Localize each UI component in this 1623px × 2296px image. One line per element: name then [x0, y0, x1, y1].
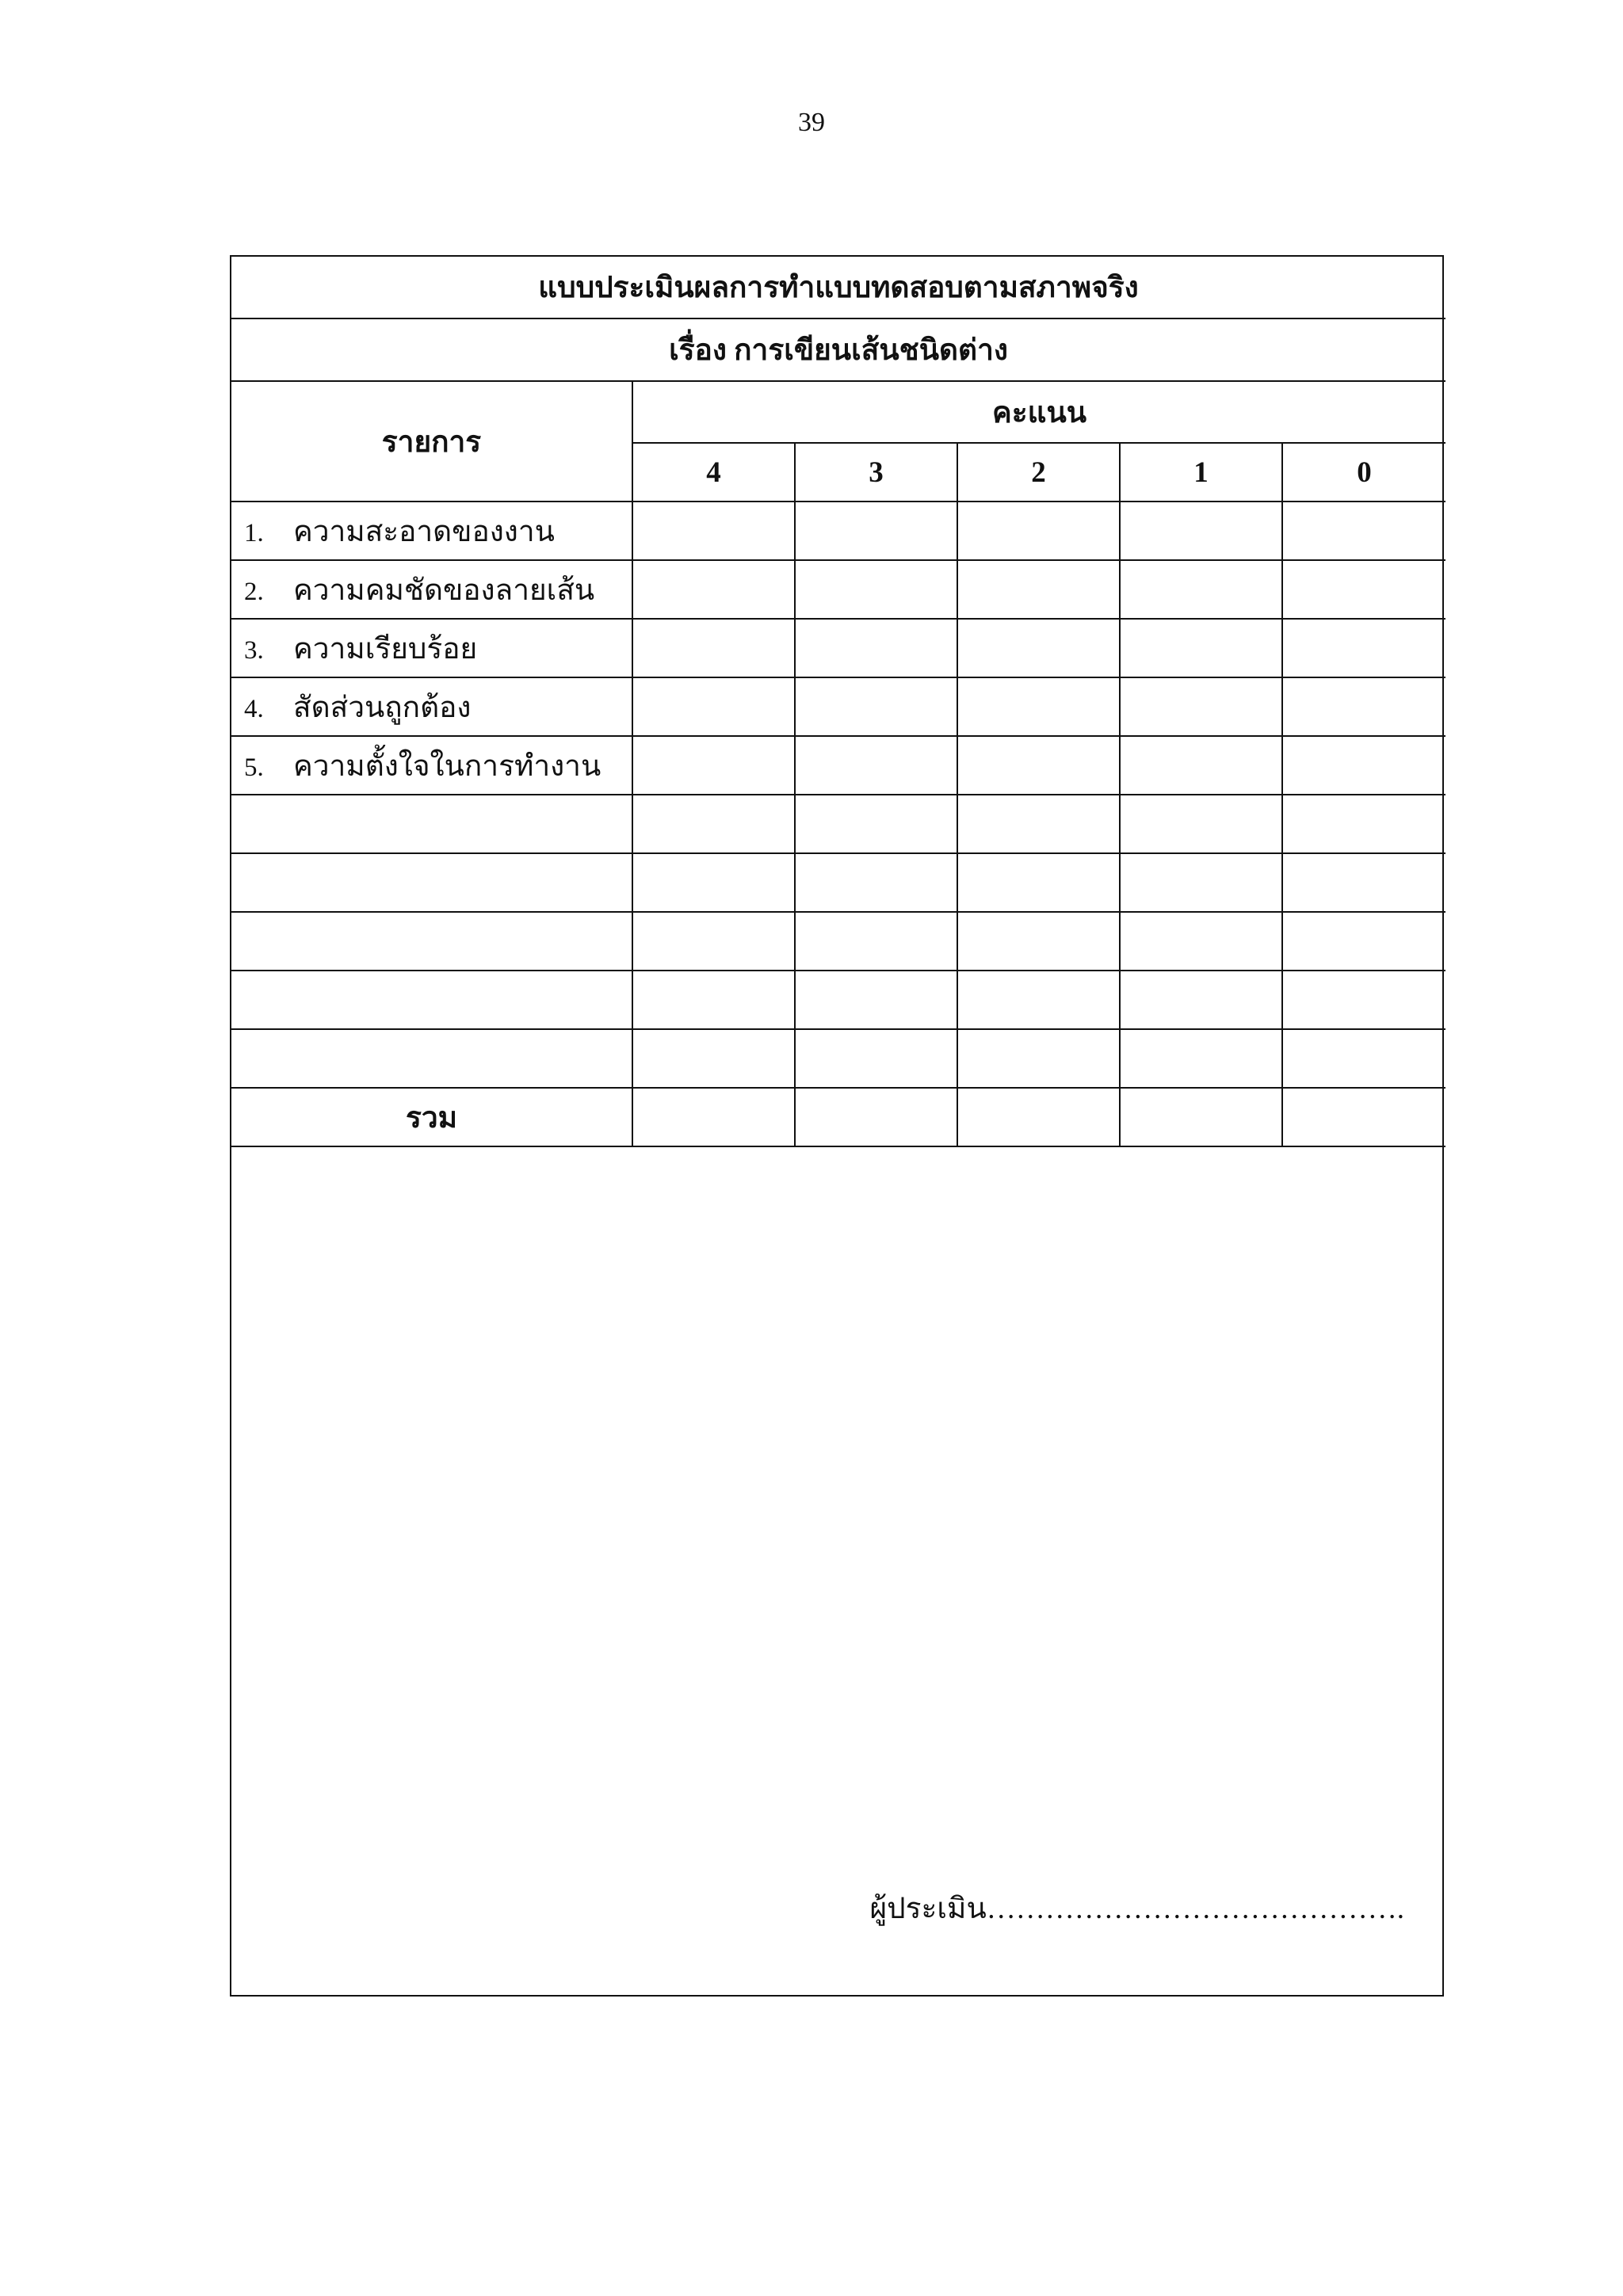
score-cell[interactable]	[1282, 619, 1445, 677]
score-cell[interactable]	[1282, 912, 1445, 971]
item-number: 1.	[244, 518, 264, 547]
header-row	[231, 381, 1445, 443]
score-cell[interactable]	[795, 619, 957, 677]
score-level-3: 3	[795, 443, 957, 502]
empty-row	[231, 795, 1445, 853]
score-cell[interactable]	[957, 560, 1120, 619]
score-level-0: 0	[1282, 443, 1445, 502]
total-score-cell[interactable]	[632, 1088, 795, 1146]
score-cell[interactable]	[795, 912, 957, 971]
item-number: 3.	[244, 635, 264, 665]
criteria-item	[231, 502, 632, 560]
score-cell[interactable]	[795, 502, 957, 560]
score-cell[interactable]	[957, 619, 1120, 677]
score-cell[interactable]	[1282, 502, 1445, 560]
empty-row	[231, 971, 1445, 1029]
table-row	[231, 677, 1445, 736]
score-cell[interactable]	[795, 736, 957, 795]
item-number: 4.	[244, 694, 264, 723]
score-cell[interactable]	[1282, 795, 1445, 853]
criteria-item	[231, 560, 632, 619]
item-number: 2.	[244, 577, 264, 606]
total-score-cell[interactable]	[957, 1088, 1120, 1146]
empty-item-cell[interactable]	[231, 795, 632, 853]
score-cell[interactable]	[1120, 795, 1282, 853]
score-cell[interactable]	[1282, 560, 1445, 619]
item-text: ความสะอาดของงาน	[293, 515, 555, 548]
score-cell[interactable]	[1120, 502, 1282, 560]
item-header: รายการ	[231, 381, 632, 502]
score-cell[interactable]	[1282, 1029, 1445, 1088]
item-text: สัดส่วนถูกต้อง	[293, 691, 472, 724]
score-cell[interactable]	[795, 853, 957, 912]
score-cell[interactable]	[1282, 677, 1445, 736]
total-row	[231, 1088, 1445, 1146]
score-cell[interactable]	[632, 736, 795, 795]
score-cell[interactable]	[632, 1029, 795, 1088]
score-cell[interactable]	[632, 853, 795, 912]
score-cell[interactable]	[1120, 677, 1282, 736]
score-cell[interactable]	[632, 619, 795, 677]
score-cell[interactable]	[957, 1029, 1120, 1088]
score-cell[interactable]	[1120, 560, 1282, 619]
score-cell[interactable]	[632, 502, 795, 560]
score-header: คะแนน	[632, 381, 1445, 443]
score-cell[interactable]	[1282, 736, 1445, 795]
score-cell[interactable]	[957, 853, 1120, 912]
form-subtitle: เรื่อง การเขียนเส้นชนิดต่าง	[231, 318, 1445, 381]
evaluation-form	[230, 255, 1444, 1997]
score-level-2: 2	[957, 443, 1120, 502]
evaluation-table	[231, 257, 1445, 1147]
score-cell[interactable]	[1120, 912, 1282, 971]
score-cell[interactable]	[632, 560, 795, 619]
score-cell[interactable]	[795, 677, 957, 736]
item-text: ความคมชัดของลายเส้น	[293, 574, 595, 607]
total-score-cell[interactable]	[1120, 1088, 1282, 1146]
form-title: แบบประเมินผลการทำแบบทดสอบตามสภาพจริง	[231, 257, 1445, 318]
score-level-4: 4	[632, 443, 795, 502]
table-row	[231, 736, 1445, 795]
score-cell[interactable]	[632, 971, 795, 1029]
evaluator-signature-line[interactable]: ผู้ประเมิน…………………………………….	[869, 1893, 1404, 1925]
criteria-item	[231, 677, 632, 736]
total-score-cell[interactable]	[795, 1088, 957, 1146]
score-cell[interactable]	[957, 795, 1120, 853]
empty-item-cell[interactable]	[231, 853, 632, 912]
score-cell[interactable]	[1282, 853, 1445, 912]
criteria-item	[231, 619, 632, 677]
score-cell[interactable]	[1120, 1029, 1282, 1088]
score-cell[interactable]	[632, 795, 795, 853]
score-cell[interactable]	[1282, 971, 1445, 1029]
item-number: 5.	[244, 753, 264, 782]
empty-row	[231, 1029, 1445, 1088]
score-cell[interactable]	[795, 971, 957, 1029]
title-row	[231, 257, 1445, 318]
score-cell[interactable]	[795, 1029, 957, 1088]
score-cell[interactable]	[1120, 853, 1282, 912]
score-cell[interactable]	[1120, 971, 1282, 1029]
table-row	[231, 560, 1445, 619]
score-cell[interactable]	[957, 912, 1120, 971]
score-cell[interactable]	[1120, 736, 1282, 795]
table-row	[231, 502, 1445, 560]
subtitle-row	[231, 318, 1445, 381]
empty-row	[231, 853, 1445, 912]
total-score-cell[interactable]	[1282, 1088, 1445, 1146]
page-number: 39	[798, 108, 825, 137]
score-cell[interactable]	[957, 677, 1120, 736]
score-cell[interactable]	[795, 795, 957, 853]
item-text: ความเรียบร้อย	[293, 632, 478, 666]
score-level-1: 1	[1120, 443, 1282, 502]
score-cell[interactable]	[632, 912, 795, 971]
score-cell[interactable]	[1120, 619, 1282, 677]
criteria-item	[231, 736, 632, 795]
empty-item-cell[interactable]	[231, 971, 632, 1029]
score-cell[interactable]	[957, 971, 1120, 1029]
item-text: ความตั้งใจในการทำงาน	[293, 749, 601, 783]
score-cell[interactable]	[957, 502, 1120, 560]
empty-item-cell[interactable]	[231, 912, 632, 971]
score-cell[interactable]	[795, 560, 957, 619]
score-cell[interactable]	[632, 677, 795, 736]
empty-row	[231, 912, 1445, 971]
empty-item-cell[interactable]	[231, 1029, 632, 1088]
table-row	[231, 619, 1445, 677]
total-label: รวม	[231, 1088, 632, 1146]
score-cell[interactable]	[957, 736, 1120, 795]
